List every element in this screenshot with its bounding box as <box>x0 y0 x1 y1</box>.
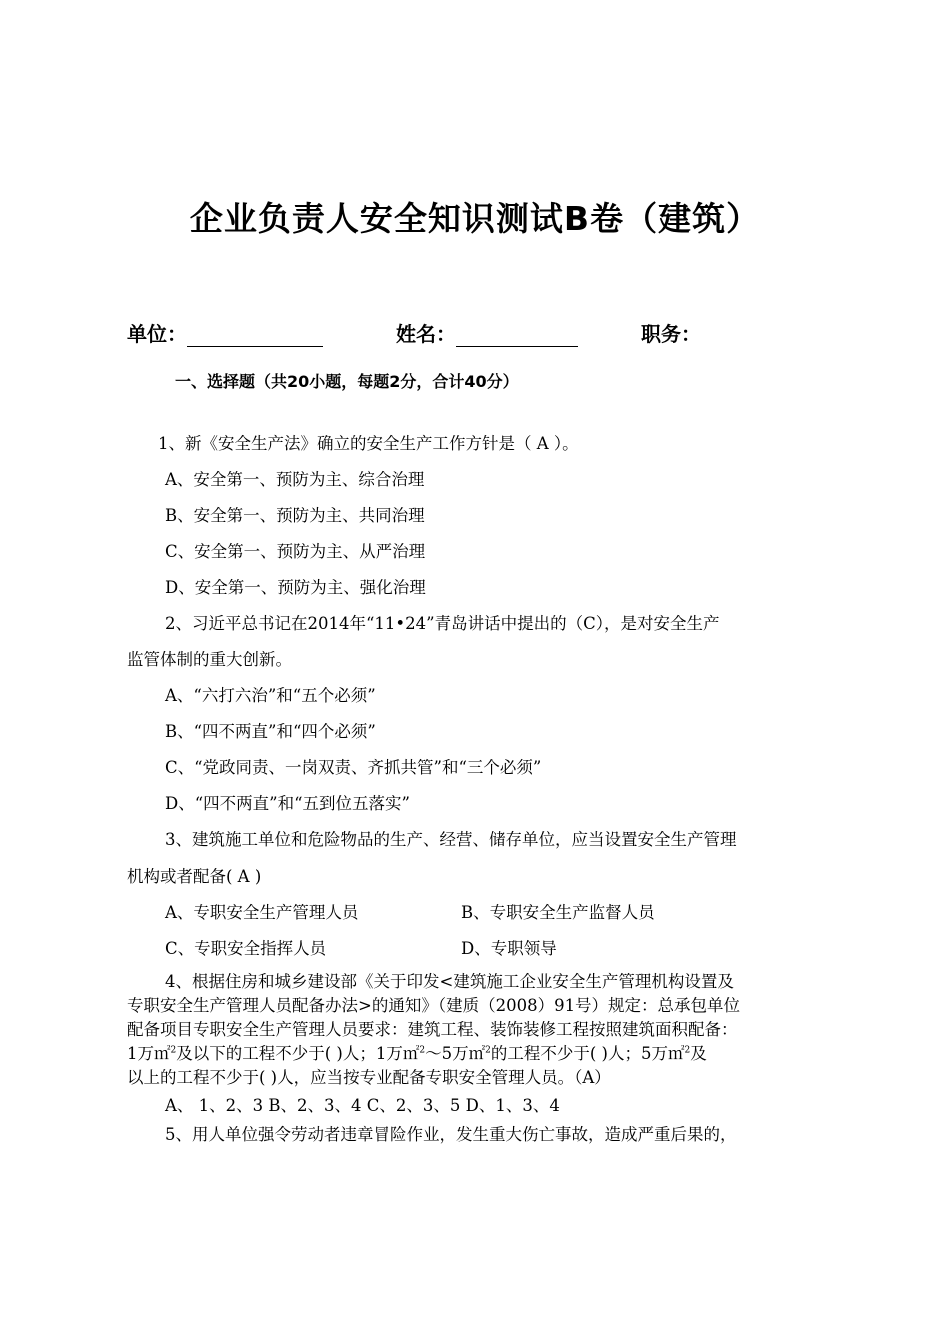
question-5-stem: 5、用人单位强令劳动者违章冒险作业，发生重大伤亡事故，造成严重后果的， <box>165 1125 737 1144</box>
name-blank[interactable] <box>456 324 578 347</box>
question-4-line3: 配备项目专职安全生产管理人员要求：建筑工程、装饰装修工程按照建筑面积配备： <box>127 1020 738 1039</box>
question-2-stem-line1: 2、习近平总书记在2014年“11•24”青岛讲话中提出的（C），是对安全生产 <box>165 614 720 633</box>
question-3-option-d: D、专职领导 <box>461 939 557 958</box>
name-label: 姓名： <box>396 322 456 346</box>
question-4-options: A、 1、2、3 B、2、3、4 C、2、3、5 D、1、3、4 <box>165 1096 560 1115</box>
question-3-stem-line2: 机构或者配备( A ) <box>127 867 262 886</box>
section-heading: 一、选择题（共20小题，每题2分，合计40分） <box>175 372 519 391</box>
question-2-option-c: C、“党政同责、一岗双责、齐抓共管”和“三个必须” <box>165 758 542 777</box>
question-1-option-a: A、安全第一、预防为主、综合治理 <box>165 470 425 489</box>
question-1-option-d: D、安全第一、预防为主、强化治理 <box>165 578 426 597</box>
position-field <box>641 318 701 347</box>
question-1-stem: 1、新《安全生产法》确立的安全生产工作方针是（ A ）。 <box>158 434 579 453</box>
question-4-line2: 专职安全生产管理人员配备办法>的通知》（建质（2008）91号）规定：总承包单位 <box>127 996 741 1015</box>
question-4-line1: 4、根据住房和城乡建设部《关于印发<建筑施工企业安全生产管理机构设置及 <box>165 972 734 991</box>
question-3-option-a: A、专职安全生产管理人员 <box>165 903 359 922</box>
question-1-option-c: C、安全第一、预防为主、从严治理 <box>165 542 426 561</box>
unit-blank[interactable] <box>187 324 323 347</box>
question-3-stem-line1: 3、建筑施工单位和危险物品的生产、经营、储存单位，应当设置安全生产管理 <box>165 830 737 849</box>
question-4-line5: 以上的工程不少于( )人，应当按专业配备专职安全管理人员。（A） <box>127 1068 611 1087</box>
unit-field <box>127 318 323 347</box>
question-2-option-a: A、“六打六治”和“五个必须” <box>165 686 376 705</box>
unit-label: 单位： <box>127 322 187 346</box>
question-3-option-b: B、专职安全生产监督人员 <box>461 903 655 922</box>
question-2-stem-line2: 监管体制的重大创新。 <box>127 650 292 669</box>
question-4-line4: 1万㎡$^2$及以下的工程不少于( )人；1万㎡$^2$～5万㎡$^2$的工程不少于( )人；5万㎡$^2$及 <box>127 1044 707 1063</box>
question-2-option-b: B、“四不两直”和“四个必须” <box>165 722 376 741</box>
question-1-option-b: B、安全第一、预防为主、共同治理 <box>165 506 425 525</box>
page-title: 企业负责人安全知识测试B卷（建筑） <box>189 199 761 238</box>
question-3-option-c: C、专职安全指挥人员 <box>165 939 327 958</box>
position-label: 职务： <box>641 322 701 346</box>
name-field <box>396 318 578 347</box>
question-2-option-d: D、“四不两直”和“五到位五落实” <box>165 794 410 813</box>
